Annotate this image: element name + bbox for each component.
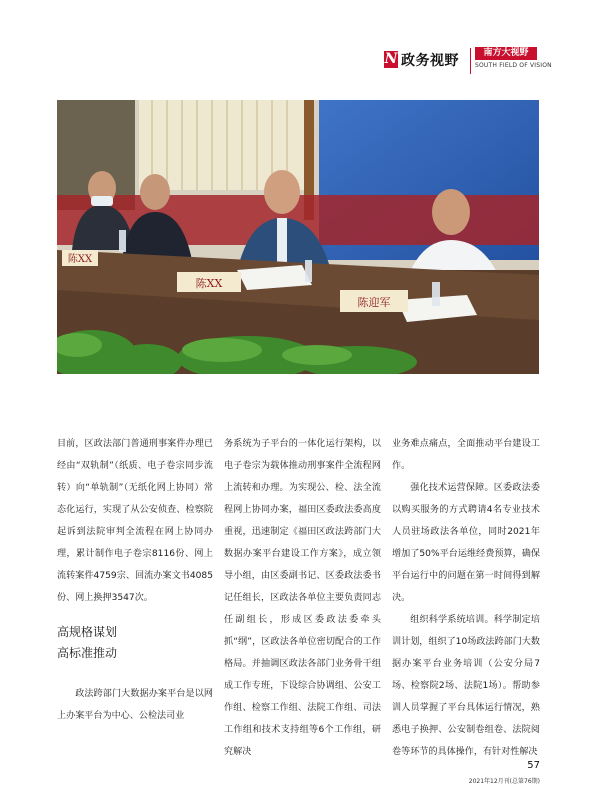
page-number: 57: [527, 760, 540, 771]
paragraph: 业务难点痛点，全面推动平台建设工作。: [392, 439, 540, 471]
nameplate-3: 陈迎军: [357, 296, 391, 309]
paragraph: 组织科学系统培训。科学制定培训计划，组织了10场政法跨部门大数据办案平台业务培训（公安分局7场、检察院2场、法院1场）。帮助参训人员掌握了平台具体运行情况，熟悉电子换押、公安制卷组卷、法院阅卷等环节的具体操作，有针对性解决: [392, 615, 540, 757]
text-column-1: [57, 433, 213, 727]
magazine-name-tag: 南方大视野: [475, 47, 537, 60]
header-divider: [470, 48, 471, 74]
subhead-line-1: 高规格谋划: [57, 625, 118, 639]
paragraph: 目前，区政法部门普通刑事案件办理已经由“双轨制”（纸质、电子卷宗同步流转）向“单轨制”（无纸化网上协同）常态化运行，实现了从公安侦查、检察院起诉到法院审判全流程在网上协同办理，累计制作电子卷宗8116份、网上流转案件4759宗、回流办案文书4085份、网上换押3547次。: [57, 439, 213, 603]
paragraph: 务系统为子平台的一体化运行架构，以电子卷宗为载体推动刑事案件全流程网上流转和办理。为实现公、检、法全流程网上协同办案，福田区委政法委高度重视，迅速制定《福田区政法跨部门大数据办案平台建设工作方案》，成立领导小组，由区委副书记、区委政法委书记任组长，区政法各单位主要负责同志任副组长，形成区委政法委牵头抓“纲”，区政法各单位密切配合的工作格局。并抽调区政法各部门业务骨干组成工作专班，下设综合协调组、公安工作组、检察工作组、法院工作组、司法工作组和技术支持组等6个工作组，研究解决: [224, 439, 381, 757]
magazine-name-english: SOUTH FIELD OF VISION: [475, 62, 552, 69]
text-column-3: [392, 433, 540, 763]
paragraph: 政法跨部门大数据办案平台是以网上办案平台为中心、公检法司业: [57, 689, 213, 721]
issue-info: 2021年12月刊(总第76期): [468, 778, 540, 785]
paragraph: 强化技术运营保障。区委政法委以购买服务的方式聘请4名专业技术人员驻场政法各单位，同时2021年增加了50%平台运维经费预算，确保平台运行中的问题在第一时间得到解决。: [392, 483, 540, 603]
subhead-line-2: 高标准推动: [57, 646, 118, 660]
nameplate-2: 陈XX: [195, 277, 223, 290]
magazine-logo: N: [384, 51, 398, 67]
masthead: [0, 0, 595, 80]
meeting-photo: [57, 100, 539, 374]
section-title: 政务视野: [401, 53, 459, 69]
nameplate-1: 陈XX: [67, 254, 93, 265]
section-subhead: [57, 622, 213, 664]
text-column-2: [224, 433, 381, 763]
